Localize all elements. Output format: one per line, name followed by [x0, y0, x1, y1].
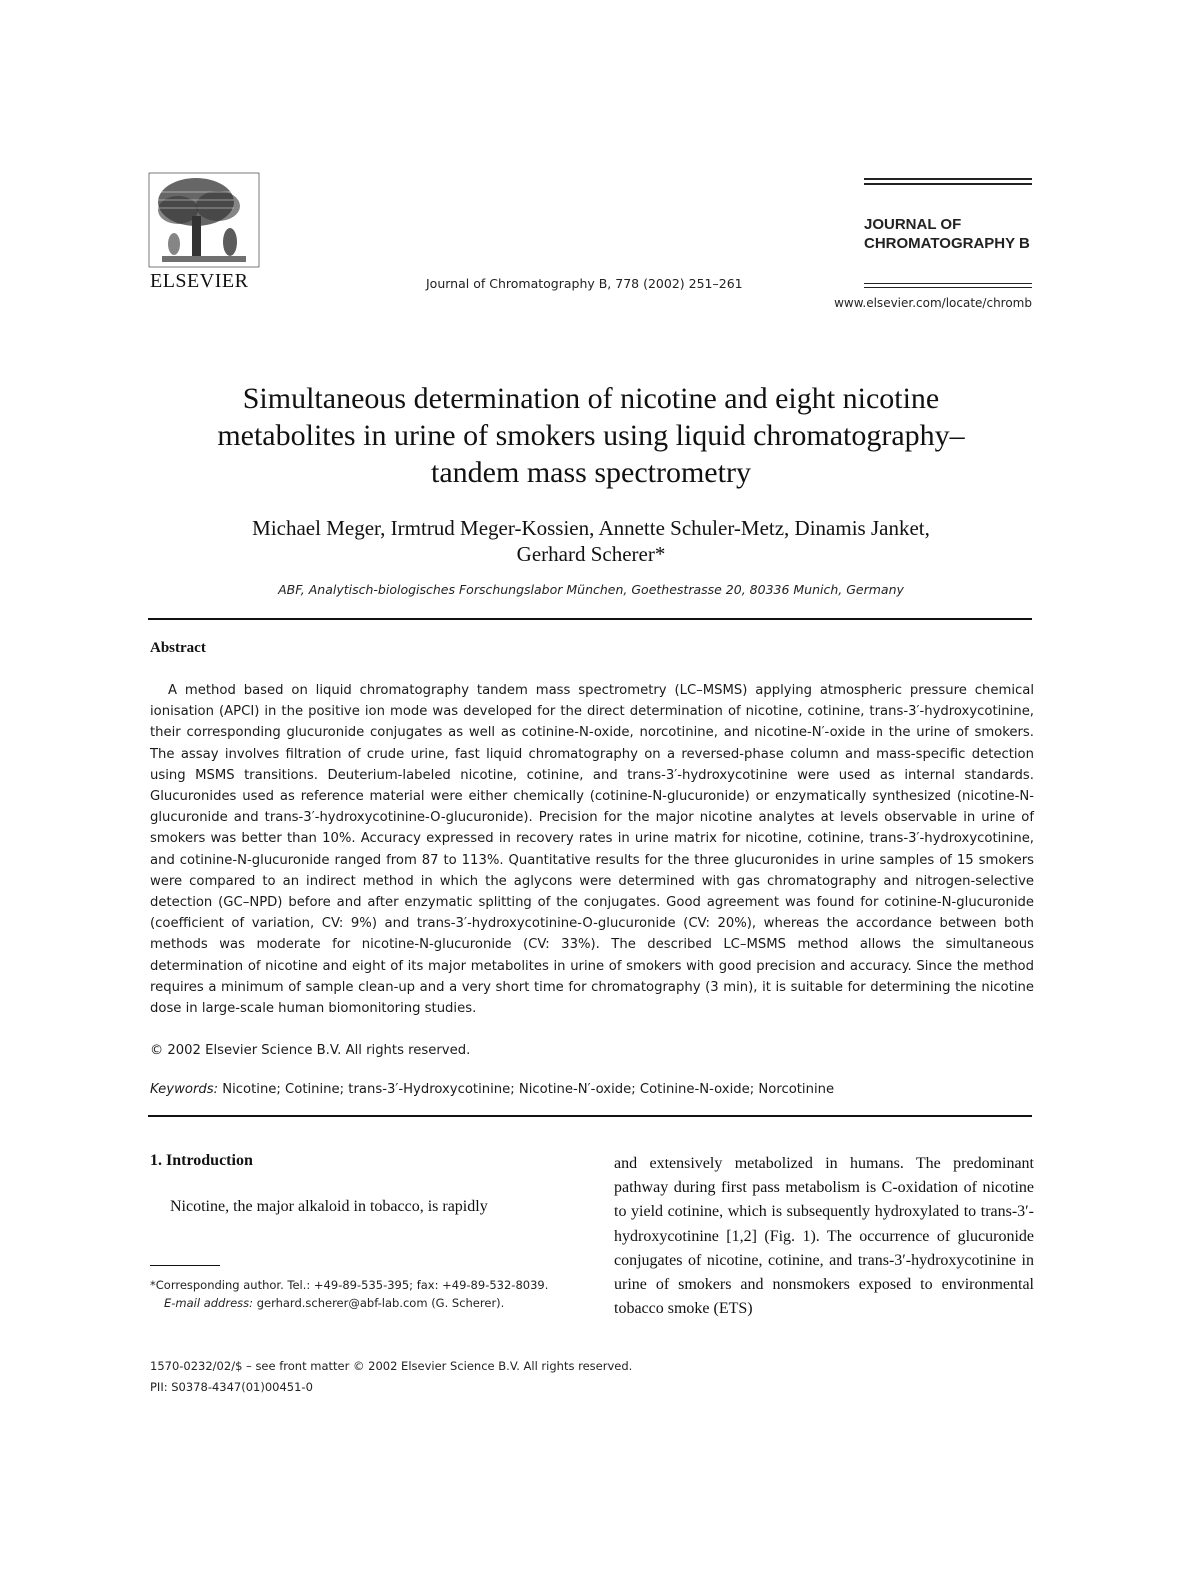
title-line2: metabolites in urine of smokers using liquid chromatography–: [217, 419, 965, 452]
keywords-label: Keywords:: [150, 1082, 219, 1097]
email-label: E-mail address:: [164, 1296, 254, 1310]
section-heading-introduction: 1. Introduction: [150, 1152, 253, 1169]
abstract-paragraph: A method based on liquid chromatography tandem mass spectrometry (LC–MSMS) applying atmospheric pressure chemical ionisation (APCI) in the positive ion mode was developed for the direct determination of nicotine, cotinine, trans-3′-hydroxycotinine, their corresponding glucuronide conjugates as well as cotinine-N-oxide, norcotinine, and nicotine-N′-oxide in the urine of smokers. The assay involves filtration of crude urine, fast liquid chromatography on a reversed-phase column and mass-specific detection using MSMS transitions. Deuterium-labeled nicotine, cotinine, and trans-3′-hydroxycotinine were used as internal standards. Glucuronides used as reference material were either chemically (cotinine-N-glucuronide) or enzymatically synthesized (nicotine-N-glucuronide and trans-3′-hydroxycotinine-O-glucuronide). Precision for the major nicotine analytes at levels observable in urine of smokers was better than 10%. Accuracy expressed in recovery rates in urine matrix for nicotine, cotinine, trans-3′-hydroxycotinine, and cotinine-N-glucuronide ranged from 87 to 113%. Quantitative results for the three glucuronides in urine samples of 15 smokers were compared to an indirect method in which the aglycons were determined with gas chromatography and nitrogen-selective detection (GC–NPD) before and after enzymatic splitting of the conjugates. Good agreement was found for cotinine-N-glucuronide (coefficient of variation, CV: 9%) and trans-3′-hydroxycotinine-O-glucuronide (CV: 20%), whereas the accordance between both methods was moderate for nicotine-N-glucuronide (CV: 33%). The described LC–MSMS method allows the simultaneous determination of nicotine and eight of its major metabolites in urine of smokers with good precision and accuracy. Since the method requires a minimum of sample clean-up and a very short time for chromatography (3 min), it is suitable for determining the nicotine dose in large-scale human biomonitoring studies.: [150, 683, 1034, 1017]
affiliation: ABF, Analytisch-biologisches Forschungslabor München, Goethestrasse 20, 80336 Munich, Germany: [278, 582, 904, 597]
journal-citation: Journal of Chromatography B, 778 (2002) 251–261: [426, 276, 743, 291]
abstract-text: [150, 680, 1034, 1019]
title-line1: Simultaneous determination of nicotine and eight nicotine: [242, 382, 940, 415]
email-address[interactable]: gerhard.scherer@abf-lab.com (G. Scherer).: [256, 1296, 505, 1310]
journal-header-rules-bottom: [864, 283, 1032, 291]
divider-bottom: [148, 1115, 1032, 1117]
journal-title-line1: JOURNAL OF: [864, 216, 962, 233]
abstract-copyright: © 2002 Elsevier Science B.V. All rights reserved.: [150, 1043, 471, 1058]
elsevier-tree-logo: [148, 172, 260, 268]
title-line3: tandem mass spectrometry: [431, 456, 751, 489]
pii-line: PII: S0378-4347(01)00451-0: [150, 1380, 313, 1394]
publisher-name: ELSEVIER: [150, 270, 249, 292]
journal-title-line2: CHROMATOGRAPHY B: [864, 235, 1030, 252]
authors-line2: Gerhard Scherer*: [516, 542, 666, 566]
journal-header-rules-top: [864, 178, 1032, 188]
corresponding-author-note: *Corresponding author. Tel.: +49-89-535-395; fax: +49-89-532-8039.: [150, 1278, 549, 1292]
article-title: [150, 380, 1032, 491]
journal-title: [864, 215, 1030, 253]
keywords: [150, 1082, 834, 1097]
footnote: [150, 1276, 570, 1312]
front-matter-footer: [150, 1356, 632, 1398]
journal-url-link[interactable]: www.elsevier.com/locate/chromb: [834, 296, 1032, 310]
keywords-list: Nicotine; Cotinine; trans-3′-Hydroxycotinine; Nicotine-N′-oxide; Cotinine-N-oxide; Norcotinine: [222, 1082, 835, 1097]
footnote-rule: [150, 1265, 220, 1266]
abstract-heading: Abstract: [150, 640, 206, 656]
issn-line: 1570-0232/02/$ – see front matter © 2002 Elsevier Science B.V. All rights reserved.: [150, 1359, 633, 1373]
intro-paragraph-left: Nicotine, the major alkaloid in tobacco, is rapidly: [170, 1198, 488, 1215]
divider-top: [148, 618, 1032, 620]
authors-line1: Michael Meger, Irmtrud Meger-Kossien, Annette Schuler-Metz, Dinamis Janket,: [252, 516, 930, 540]
intro-paragraph-right: and extensively metabolized in humans. The predominant pathway during first pass metabolism is C-oxidation of nicotine to yield cotinine, which is subsequently hydroxylated to trans-3′-hydroxycotinine [1,2] (Fig. 1). The occurrence of glucuronide conjugates of nicotine, cotinine, and trans-3′-hydroxycotinine in urine of smokers and nonsmokers exposed to environmental tobacco smoke (ETS): [614, 1155, 1034, 1318]
author-list: [150, 515, 1032, 567]
